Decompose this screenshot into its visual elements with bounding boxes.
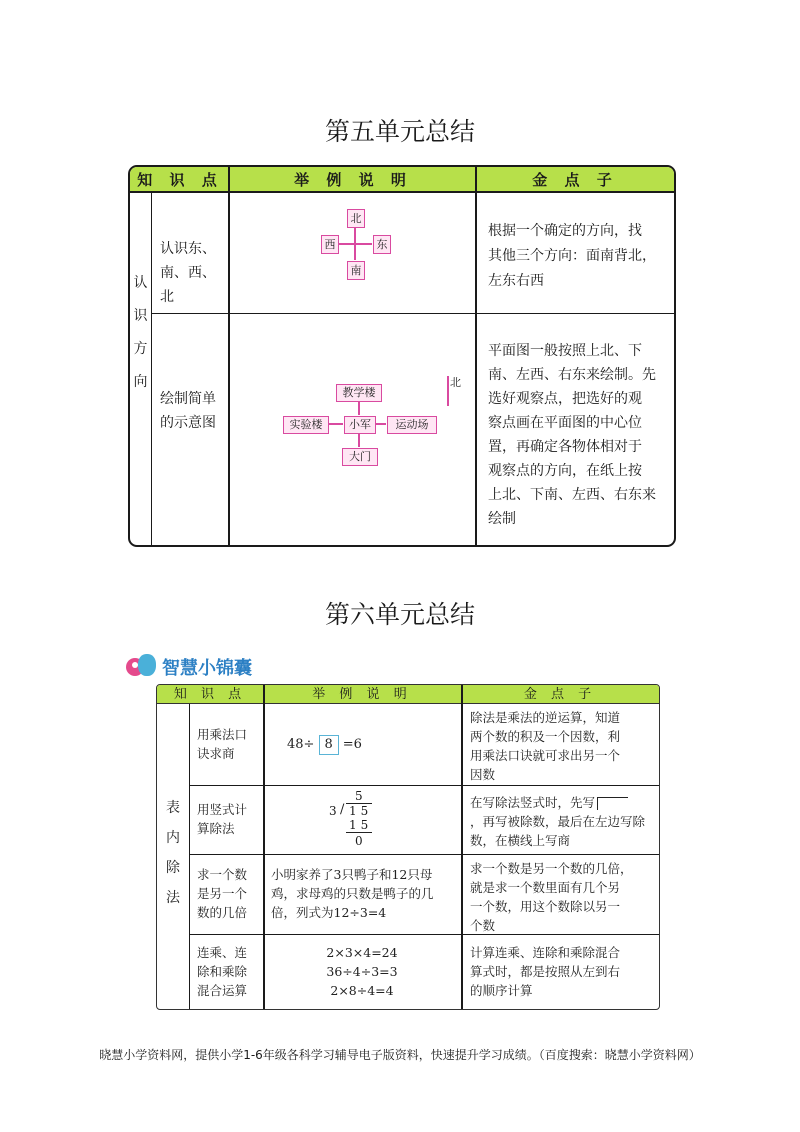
unit6-row1-example: 48÷ 8 =6 <box>287 735 362 755</box>
division-remainder: 0 <box>355 834 363 848</box>
unit6-category: 表 内 除 法 <box>166 800 180 906</box>
unit5-title: 第五单元总结 <box>324 117 475 146</box>
unit5-row2-tip: 平面图一般按照上北、下 南、左西、右东来绘制。先 选好观察点，把选好的观 察点画在平面图的中心位 置，再确定各物体相对于 观察点的方向，在纸上按 上北、下南、左西、右东来 绘制 <box>488 343 656 527</box>
long-division: 5 3 / 15 15 0 <box>329 789 373 848</box>
map-sports-field: 运动场 <box>387 416 437 434</box>
unit5-row1-tip: 根据一个确定的方向，找 其他三个方向：面南背北， 左东右西 <box>488 223 656 289</box>
unit6-row2-topic: 用竖式计 算除法 <box>197 802 248 836</box>
unit6-title: 第六单元总结 <box>324 600 475 629</box>
map-lab-building: 实验楼 <box>283 416 329 434</box>
division-product: 15 <box>349 818 373 832</box>
map-center-xiaojun: 小军 <box>344 416 376 434</box>
map-diagram <box>280 376 470 470</box>
unit5-table <box>128 165 676 547</box>
division-bracket-icon <box>597 797 628 810</box>
unit5-header-example: 举 例 说 明 <box>294 171 412 189</box>
page-footer: 晓慧小学资料网，提供小学1-6年级各科学习辅导电子版资料，快速提升学习成绩。（百度搜索：晓慧小学资料网） <box>99 1048 701 1062</box>
unit5-header-tip: 金 点 子 <box>532 171 618 189</box>
unit6-row3-tip: 求一个数是另一个数的几倍， 就是求一个数里面有几个另 一个数，用这个数除以另一 个数 <box>470 861 633 933</box>
division-dividend: 15 <box>349 804 373 818</box>
compass-south: 南 <box>347 261 365 280</box>
unit6-banner: 智慧小锦囊 <box>162 658 252 679</box>
unit6-row3-topic: 求一个数 是另一个 数的几倍 <box>197 867 248 920</box>
map-gate: 大门 <box>342 448 378 466</box>
compass-north: 北 <box>347 209 365 228</box>
unit5-row1-topic: 认识东、 南、西、北 <box>160 241 216 305</box>
unit6-table <box>156 684 660 1010</box>
division-divisor: 3 <box>329 804 337 818</box>
unit6-row2-tip: 在写除法竖式时，先写 ，再写被除数，最后在左边写除 数，在横线上写商 <box>470 795 646 848</box>
answer-box: 8 <box>319 735 339 755</box>
unit6-row4-example: 2×3×4=24 36÷4÷3=3 2×8÷4=4 <box>326 945 398 998</box>
compass-diagram <box>310 209 410 289</box>
compass-east: 东 <box>373 235 391 254</box>
unit5-row2-topic: 绘制简单 的示意图 <box>160 391 216 431</box>
map-teaching-building: 教学楼 <box>336 384 382 402</box>
unit5-header-knowledge: 知 识 点 <box>137 171 223 189</box>
unit6-row4-tip: 计算连乘、连除和乘除混合 算式时，都是按照从左到右 的顺序计算 <box>470 945 621 998</box>
unit6-row1-tip: 除法是乘法的逆运算，知道 两个数的积及一个因数，利 用乘法口诀就可求出另一个 因数 <box>470 710 621 782</box>
unit6-row3-example: 小明家养了3只鸭子和12只母 鸡，求母鸡的只数是鸭子的几 倍，列式为12÷3=4 <box>271 867 434 920</box>
unit5-category: 认 识 方 向 <box>133 275 148 390</box>
map-north-label: 北 <box>450 376 461 389</box>
division-quotient: 5 <box>355 789 363 803</box>
mascot-icon <box>124 650 164 682</box>
unit6-row4-topic: 连乘、连 除和乘除 混合运算 <box>197 945 248 998</box>
unit6-header-knowledge: 知 识 点 <box>173 687 247 702</box>
unit6-header-example: 举 例 说 明 <box>312 687 412 702</box>
unit6-row1-topic: 用乘法口 诀求商 <box>197 727 248 761</box>
unit6-header-tip: 金 点 子 <box>523 687 597 702</box>
compass-west: 西 <box>321 235 339 254</box>
